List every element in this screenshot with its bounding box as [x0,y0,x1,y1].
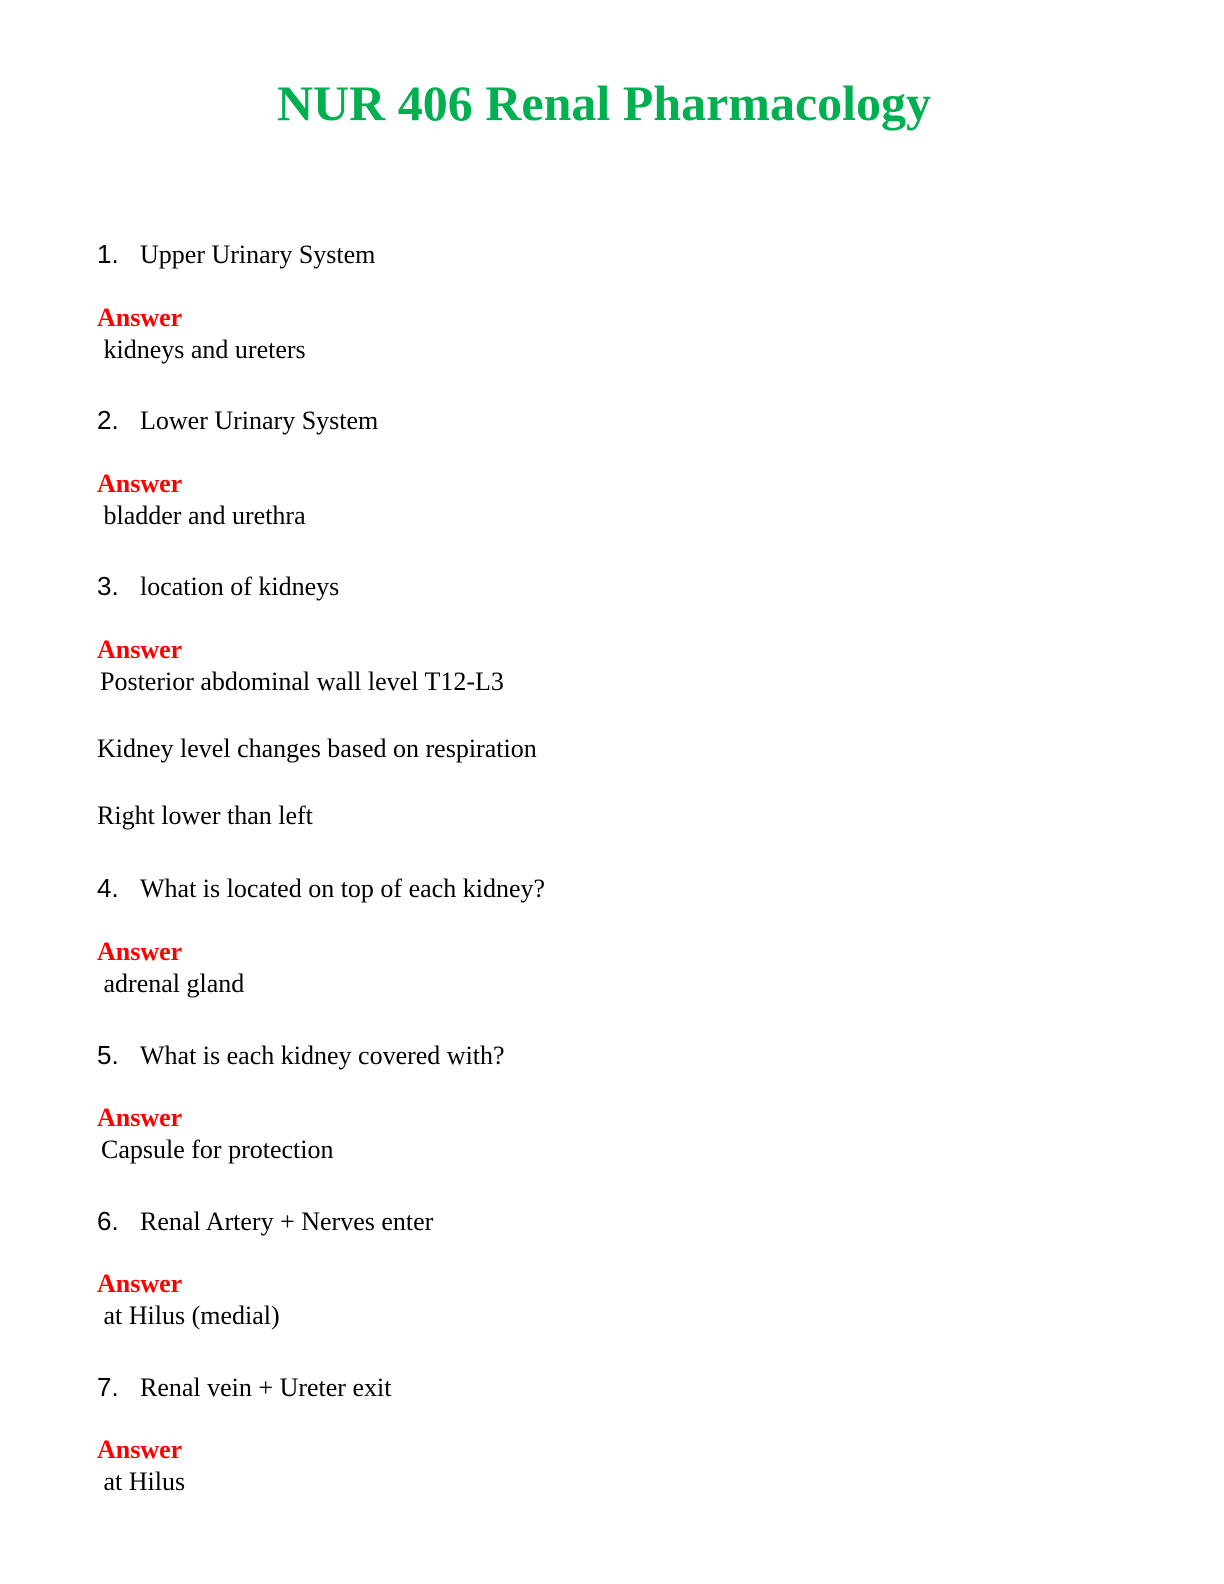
question-text: Renal vein + Ureter exit [140,1373,392,1402]
answer-label: Answer [97,1435,183,1464]
question-text: What is each kidney covered with? [140,1041,505,1070]
answer-text: kidneys and ureters [97,335,306,364]
answer-label: Answer [97,635,183,664]
answer-label: Answer [97,937,183,966]
question-text: What is located on top of each kidney? [140,874,546,903]
answer-label: Answer [97,469,183,498]
question-number: 3. [97,571,119,601]
question-number: 4. [97,873,119,903]
question-number: 6. [97,1206,119,1236]
page-title: NUR 406 Renal Pharmacology [276,75,932,131]
answer-label: Answer [97,1269,183,1298]
answer-7 [71,1434,185,1530]
answer-text: bladder and urethra [97,501,306,530]
question-number: 5. [97,1040,119,1070]
question-text: Renal Artery + Nerves enter [140,1207,434,1236]
question-text: Lower Urinary System [140,406,379,435]
answer-text: Posterior abdominal wall level T12-L3 [100,667,504,696]
answer-text: adrenal gland [97,969,245,998]
answer-text: Capsule for protection [101,1135,334,1164]
question-number: 2. [97,405,119,435]
answer-text: at Hilus [97,1467,186,1496]
answer-text: at Hilus (medial) [97,1301,280,1330]
question-number: 7. [97,1372,119,1402]
answer-label: Answer [97,303,183,332]
answer-text: Right lower than left [97,801,313,830]
question-number: 1. [97,239,119,269]
question-text: Upper Urinary System [140,240,376,269]
answer-label: Answer [97,1103,183,1132]
question-text: location of kidneys [140,572,340,601]
answer-text: Kidney level changes based on respiration [97,734,537,763]
